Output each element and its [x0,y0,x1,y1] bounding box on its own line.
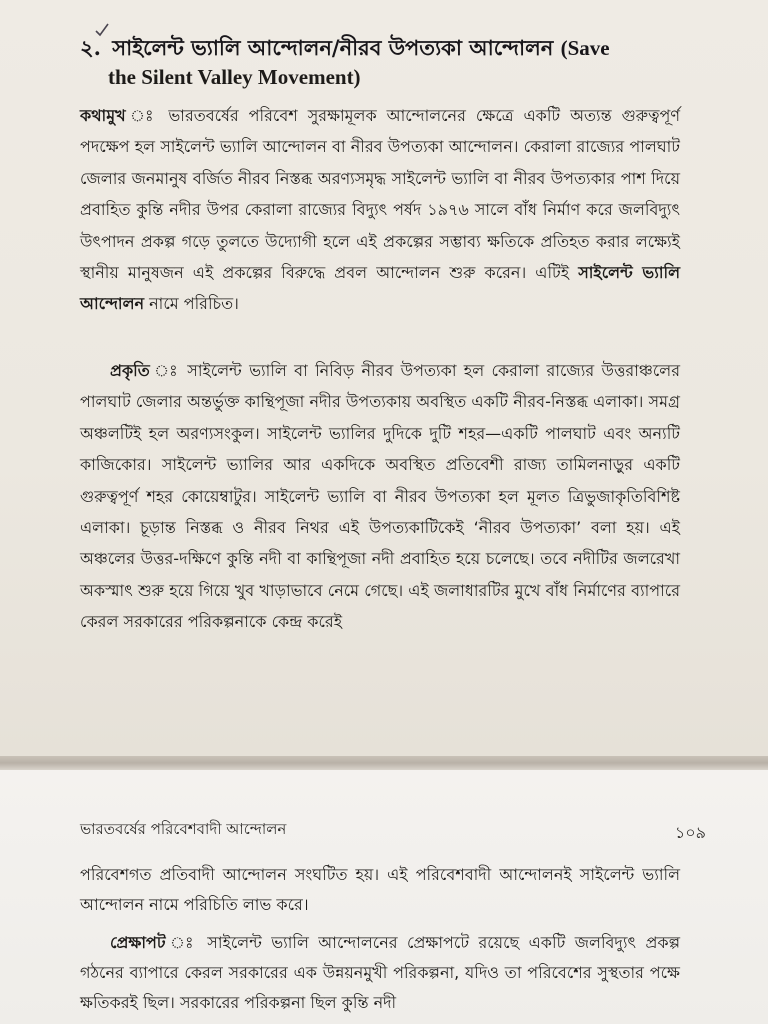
background-label: প্রেক্ষাপট [110,933,166,952]
intro-text-end: নামে পরিচিত। [144,294,239,314]
section-heading-english-end: the Silent Valley Movement) [108,65,361,89]
running-header: ভারতবর্ষের পরিবেশবাদী আন্দোলন [80,820,287,838]
section-heading [80,30,760,66]
intro-emphasis: সাইলেন্ট ভ্যালি আন্দোলন [80,263,680,314]
section-number: ২. [80,35,101,60]
nature-paragraph [80,355,680,638]
intro-text: ঃ ভারতবর্ষের পরিবেশ সুরক্ষামূলক আন্দোলনের ক্ষেত্রে একটি অত্যন্ত গুরুত্বপূর্ণ পদক্ষেপ হল সাইলেন্ট ভ্যালি আন্দোলন বা নীরব উপত্যকা আন্দোলন। কেরালা রাজ্যের পালঘাট জেলার জনমানুষ বর্জিত নীরব নিস্তব্ধ অরণ্যসমৃদ্ধ সাইলেন্ট ভ্যালি বা নীরব উপত্যকার পাশ দিয়ে প্রবাহিত কুন্তি নদীর উপর কেরালা রাজ্যের বিদ্যুৎ পর্ষদ ১৯৭৬ সালে বাঁধ নির্মাণ করে জলবিদ্যুৎ উৎপাদন প্রকল্প গড়ে তুলতে উদ্যোগী হলে এই প্রকল্পের সম্ভাব্য ক্ষতিকে প্রতিহত করার লক্ষ্যেই স্থানীয় মানুষজন এই প্রকল্পের বিরুদ্ধে প্রবল আন্দোলন শুরু করেন। এটিই [80,106,680,283]
section-heading-bengali: সাইলেন্ট ভ্যালি আন্দোলন/নীরব উপত্যকা আন্দোলন [112,35,554,60]
page-number: ১০৯ [674,823,706,842]
lower-book-page [0,770,768,1024]
nature-label: প্রকৃতি [110,361,150,380]
nature-text: ঃ সাইলেন্ট ভ্যালি বা নিবিড় নীরব উপত্যকা হল কেরালা রাজ্যের উত্তরাঞ্চলের পালঘাট জেলার অন্তর্ভুক্ত কান্থিপূজা নদীর উপত্যকায় অবস্থিত একটি নীরব-নিস্তব্ধ এলাকা। সমগ্র অঞ্চলটিই হল অরণ্যসংকুল। সাইলেন্ট ভ্যালির দুদিকে দুটি শহর—একটি পালঘাট এবং অন্যটি কাজিকোর। সাইলেন্ট ভ্যালির আর একদিকে অবস্থিত প্রতিবেশী রাজ্য তামিলনাড়ুর একটি গুরুত্বপূর্ণ শহর কোয়েম্বাটুর। সাইলেন্ট ভ্যালি বা নীরব উপত্যকা হল মূলত ত্রিভুজাকৃতিবিশিষ্ট এলাকা। চূড়ান্ত নিস্তব্ধ ও নীরব নিথর এই উপত্যকাটিকেই ‘নীরব উপত্যকা’ বলা হয়। এই অঞ্চলের উত্তর-দক্ষিণে কুন্তি নদী বা কান্থিপূজা নদী প্রবাহিত হয়ে চলেছে। তবে নদীটির জলরেখা অকস্মাৎ শুরু হয়ে গিয়ে খুব খাড়াভাবে নেমে গেছে। এই জলাধারটির মুখে বাঁধ নির্মাণের ব্যাপারে কেরল সরকারের পরিকল্পনাকে কেন্দ্র করেই [80,361,680,632]
continuation-paragraph: পরিবেশগত প্রতিবাদী আন্দোলন সংঘটিত হয়। এই পরিবেশবাদী আন্দোলনই সাইলেন্ট ভ্যালি আন্দোলন নামে পরিচিতি লাভ করে। [80,865,680,914]
intro-label: কথামুখ [80,106,126,125]
background-paragraph [80,928,680,1018]
page-gap [0,756,768,770]
section-heading-english-start: (Save [560,36,610,60]
background-text: ঃ সাইলেন্ট ভ্যালি আন্দোলনের প্রেক্ষাপটে রয়েছে একটি জলবিদ্যুৎ প্রকল্প গঠনের ব্যাপারে কেরল সরকারের এক উন্নয়নমুখী পরিকল্পনা, যদিও তা পরিবেশের সুস্থতার পক্ষে ক্ষতিকরই ছিল। সরকারের পরিকল্পনা ছিল কুন্তি নদী [80,933,680,1012]
intro-paragraph [80,100,680,320]
